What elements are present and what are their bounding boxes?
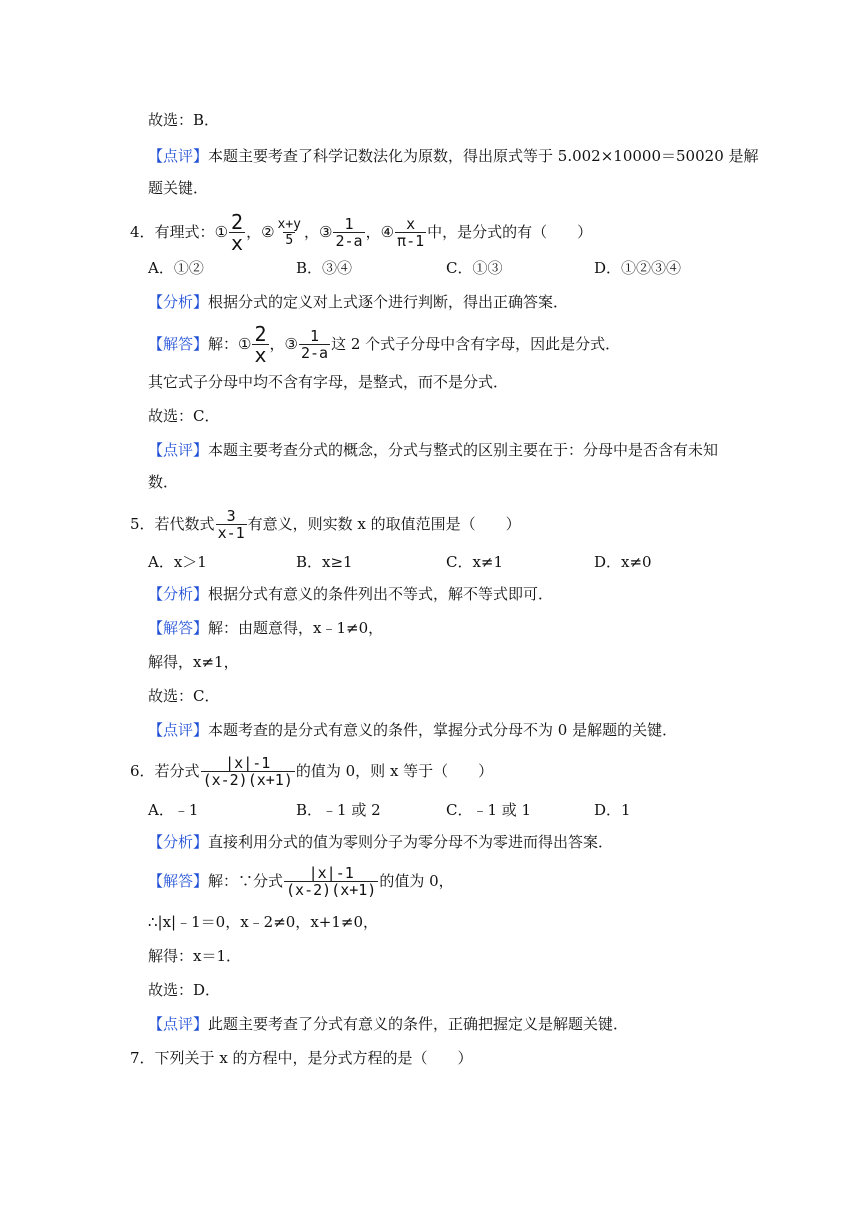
fraction: $\frac{2}{x}$ [231,209,244,255]
question-number: 4． [130,223,155,241]
fraction: $\frac{1}{2-a}$ [301,326,329,362]
q4-option-b: B．③④ [296,259,353,277]
q5-comment: 【点评】 本题考查的是分式有意义的条件，掌握分式分母不为 0 是解题的关键． [148,721,678,739]
q4-option-a: A．①② [148,259,204,277]
q5-option-d: D．x≠0 [594,553,652,571]
q6-option-a: A．﹣1 [148,801,199,819]
q6-answer-cont: ∴|x|﹣1＝0，x﹣2≠0，x+1≠0， [148,913,378,931]
q4-comment: 【点评】 本题主要考查分式的概念，分式与整式的区别主要在于：分母中是否含有未知 [148,441,719,459]
q5-answer: 【解答】 解：由题意得，x﹣1≠0， [148,619,384,637]
q5-choose: 故选：C． [148,687,220,705]
q3-comment: 【点评】 本题主要考查了科学记数法化为原数，得出原式等于 5.002×10000＝50020 是解 [148,147,759,165]
fraction: $\frac{x+y}{5}$ [277,216,302,248]
q6-option-b: B．﹣1 或 2 [296,801,381,819]
fraction: $\frac{1}{2-a}$ [335,214,363,250]
q5-analysis: 【分析】 根据分式有意义的条件列出不等式，解不等式即可． [148,585,554,603]
fraction: $\frac{|x|-1}{(x-2)(x+1)}$ [286,863,377,899]
q4-answer: 【解答】 解： ① $\frac{2}{x}$ ， ③ $\frac{1}{2-a}$ 这 2 个式子分母中含有字母，因此是分式． [148,321,621,367]
q4-answer-cont: 其它式子分母中均不含有字母，是整式，而不是分式． [148,373,509,391]
q7-stem: 7． 下列关于 x 的方程中，是分式方程的是（ ） [130,1049,473,1067]
q4-option-d: D．①②③④ [594,259,682,277]
q5-stem: 5． 若代数式 $\frac{3}{x-1}$ 有意义，则实数 x 的取值范围是（ ） [130,506,521,542]
comment-tag: 【点评】 [148,147,209,165]
q6-choose: 故选：D． [148,981,221,999]
q5-option-c: C．x≠1 [446,553,504,571]
q6-analysis: 【分析】 直接利用分式的值为零则分子为零分母不为零进而得出答案． [148,833,614,851]
q3-choose: 故选：B． [148,111,220,129]
q6-stem: 6． 若分式 $\frac{|x|-1}{(x-2)(x+1)}$ 的值为 0，则 x 等于（ ） [130,753,494,789]
q6-comment: 【点评】 此题主要考查了分式有意义的条件，正确把握定义是解题关键． [148,1015,629,1033]
q3-comment-cont: 题关键． [148,179,209,197]
fraction: $\frac{2}{x}$ [254,321,267,367]
q5-option-a: A．x＞1 [148,553,207,571]
q4-comment-cont: 数． [148,473,179,491]
q4-choose: 故选：C． [148,407,220,425]
fraction: $\frac{x}{\pi-1}$ [397,214,425,250]
q5-option-b: B．x≥1 [296,553,353,571]
fraction: $\frac{3}{x-1}$ [217,506,245,542]
q4-stem: 4． 有理式： ① $\frac{2}{x}$ ， ② $\frac{x+y}{5}$ ， ③ $\frac{1}{2-a}$ ， ④ $\frac{x}{\pi-1}$ 中，是分式的有（ ） [130,209,593,255]
q6-option-d: D．1 [594,801,631,819]
q6-option-c: C．﹣1 或 1 [446,801,532,819]
q6-answer: 【解答】 解：∵分式 $\frac{|x|-1}{(x-2)(x+1)}$ 的值为 0， [148,863,454,899]
q4-analysis: 【分析】 根据分式的定义对上式逐个进行判断，得出正确答案． [148,293,569,311]
q5-answer-cont: 解得，x≠1， [148,653,239,671]
fraction: $\frac{|x|-1}{(x-2)(x+1)}$ [202,753,293,789]
q4-option-c: C．①③ [446,259,503,277]
q6-answer-result: 解得：x＝1． [148,947,242,965]
